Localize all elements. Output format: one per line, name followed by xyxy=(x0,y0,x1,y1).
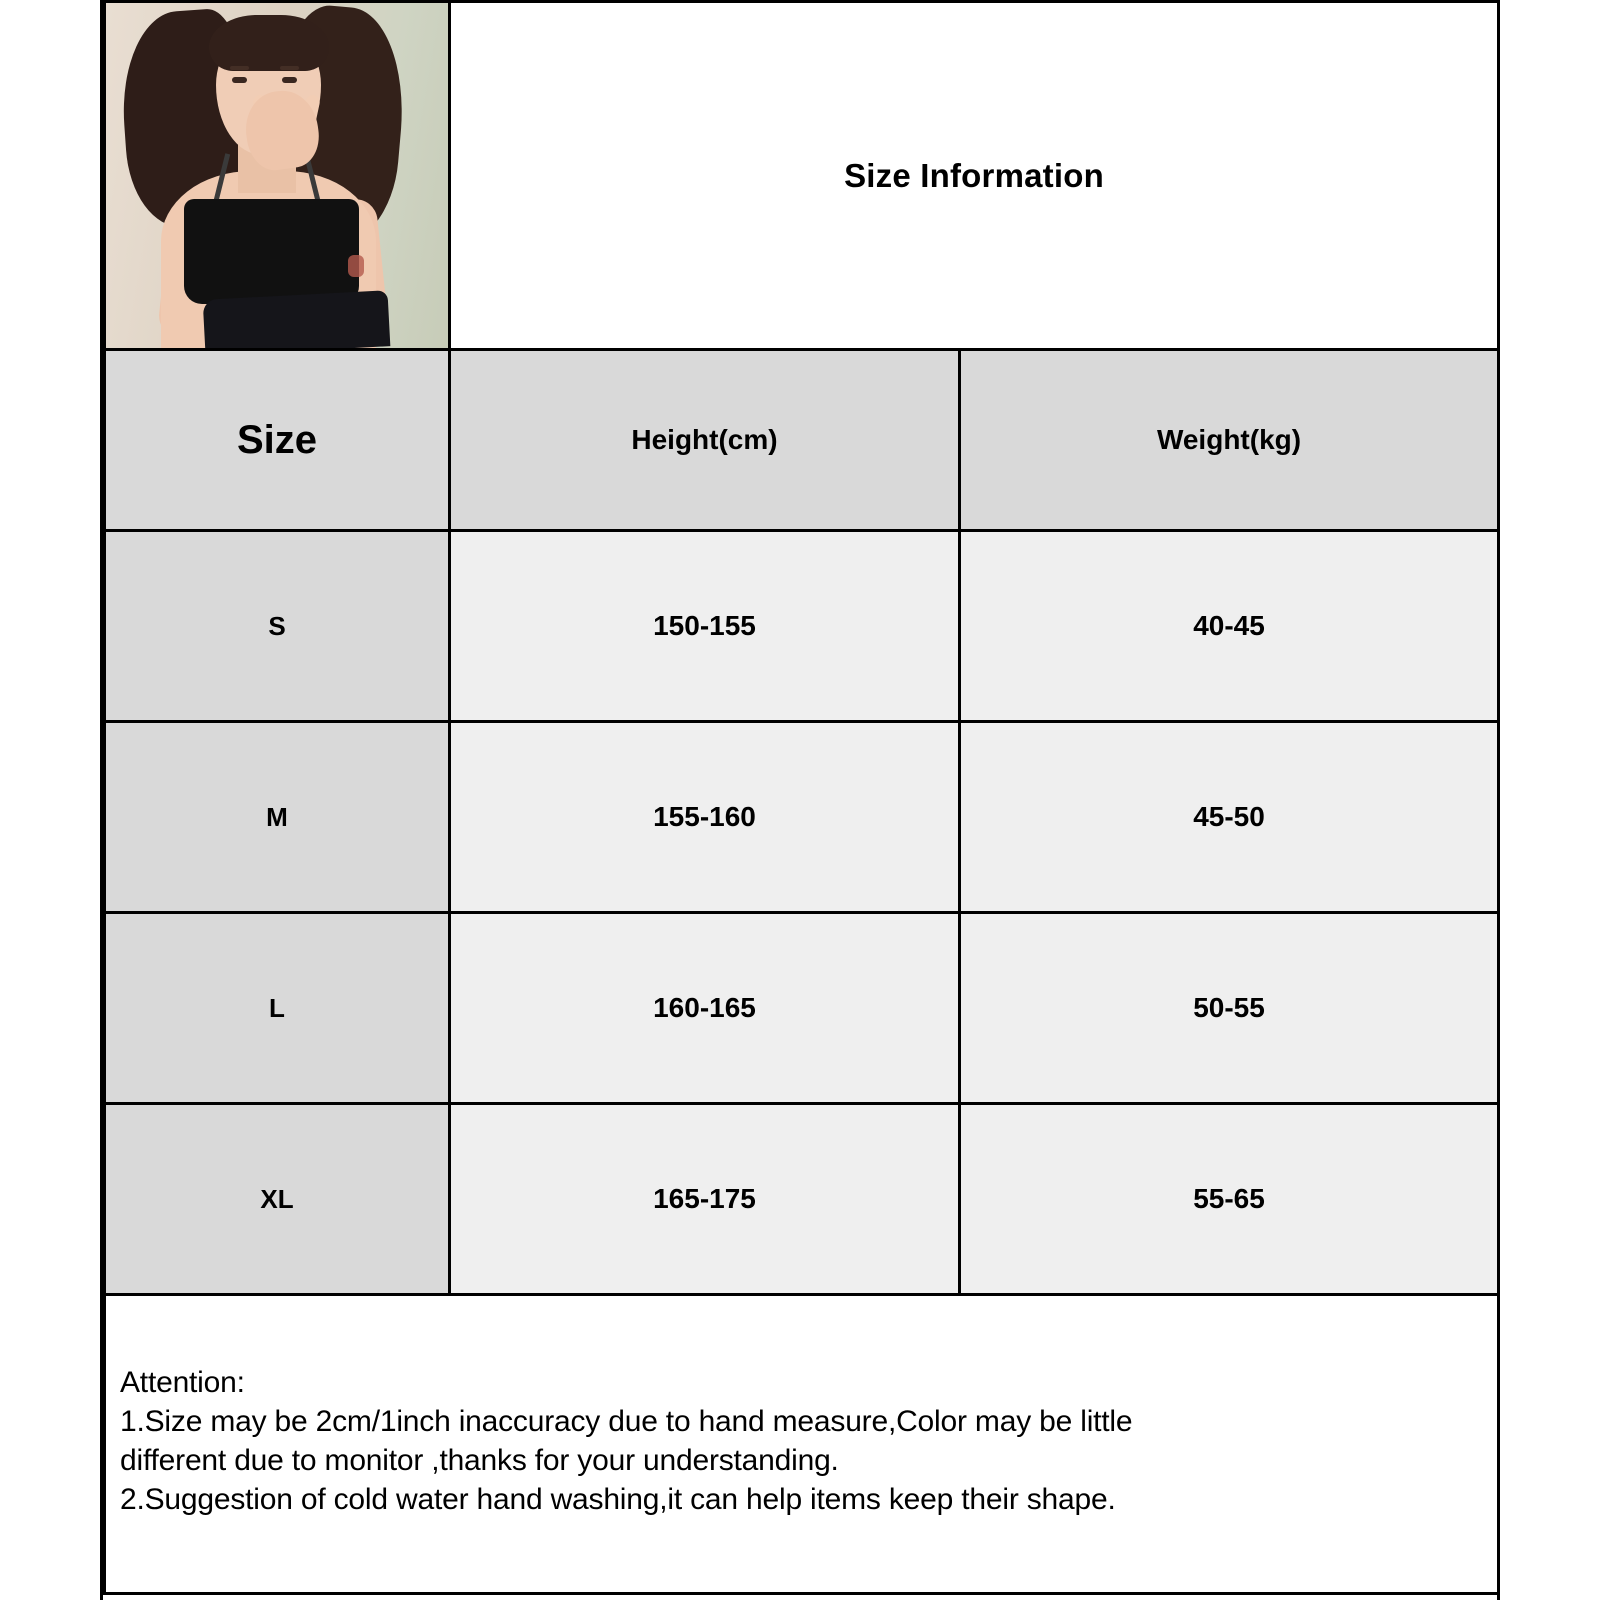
table-header-row xyxy=(105,350,1499,531)
photo-eyebrow-left xyxy=(230,66,249,70)
cell-height: 155-160 xyxy=(450,722,960,913)
cell-size: S xyxy=(105,531,450,722)
cell-weight: 50-55 xyxy=(960,913,1499,1104)
cell-height: 160-165 xyxy=(450,913,960,1104)
attention-note xyxy=(105,1295,1499,1594)
title-row xyxy=(105,2,1499,350)
page-title: Size Information xyxy=(844,156,1104,194)
model-photo xyxy=(106,3,448,348)
cell-weight: 40-45 xyxy=(960,531,1499,722)
photo-black-skirt xyxy=(203,290,391,348)
column-header-weight xyxy=(960,350,1499,531)
column-header-weight-label: Weight(kg) xyxy=(1156,424,1302,455)
photo-eye-left xyxy=(232,77,247,83)
product-photo-cell xyxy=(105,2,450,350)
attention-heading: Attention: xyxy=(120,1366,245,1399)
document-title-cell xyxy=(450,2,1499,350)
cell-weight: 55-65 xyxy=(960,1104,1499,1295)
photo-eyebrow-right xyxy=(280,66,299,70)
attention-row xyxy=(105,1295,1499,1594)
attention-line-3: 2.Suggestion of cold water hand washing,it can help items keep their shape. xyxy=(120,1483,1116,1516)
table-row xyxy=(105,531,1499,722)
column-header-height-label: Height(cm) xyxy=(631,424,778,455)
photo-tattoo xyxy=(348,255,364,277)
size-information-table xyxy=(103,0,1500,1595)
column-header-height xyxy=(450,350,960,531)
cell-height: 165-175 xyxy=(450,1104,960,1295)
column-header-size-label: Size xyxy=(236,417,318,462)
photo-black-top xyxy=(184,199,359,304)
cell-size: M xyxy=(105,722,450,913)
size-chart-sheet xyxy=(100,0,1500,1600)
cell-height: 150-155 xyxy=(450,531,960,722)
photo-fringe xyxy=(209,15,329,71)
attention-line-2: different due to monitor ,thanks for your understanding. xyxy=(120,1444,839,1477)
attention-line-1: 1.Size may be 2cm/1inch inaccuracy due to hand measure,Color may be little xyxy=(120,1405,1133,1438)
table-row xyxy=(105,913,1499,1104)
cell-weight: 45-50 xyxy=(960,722,1499,913)
table-row xyxy=(105,1104,1499,1295)
photo-eye-right xyxy=(282,77,297,83)
column-header-size xyxy=(105,350,450,531)
table-row xyxy=(105,722,1499,913)
cell-size: L xyxy=(105,913,450,1104)
cell-size: XL xyxy=(105,1104,450,1295)
